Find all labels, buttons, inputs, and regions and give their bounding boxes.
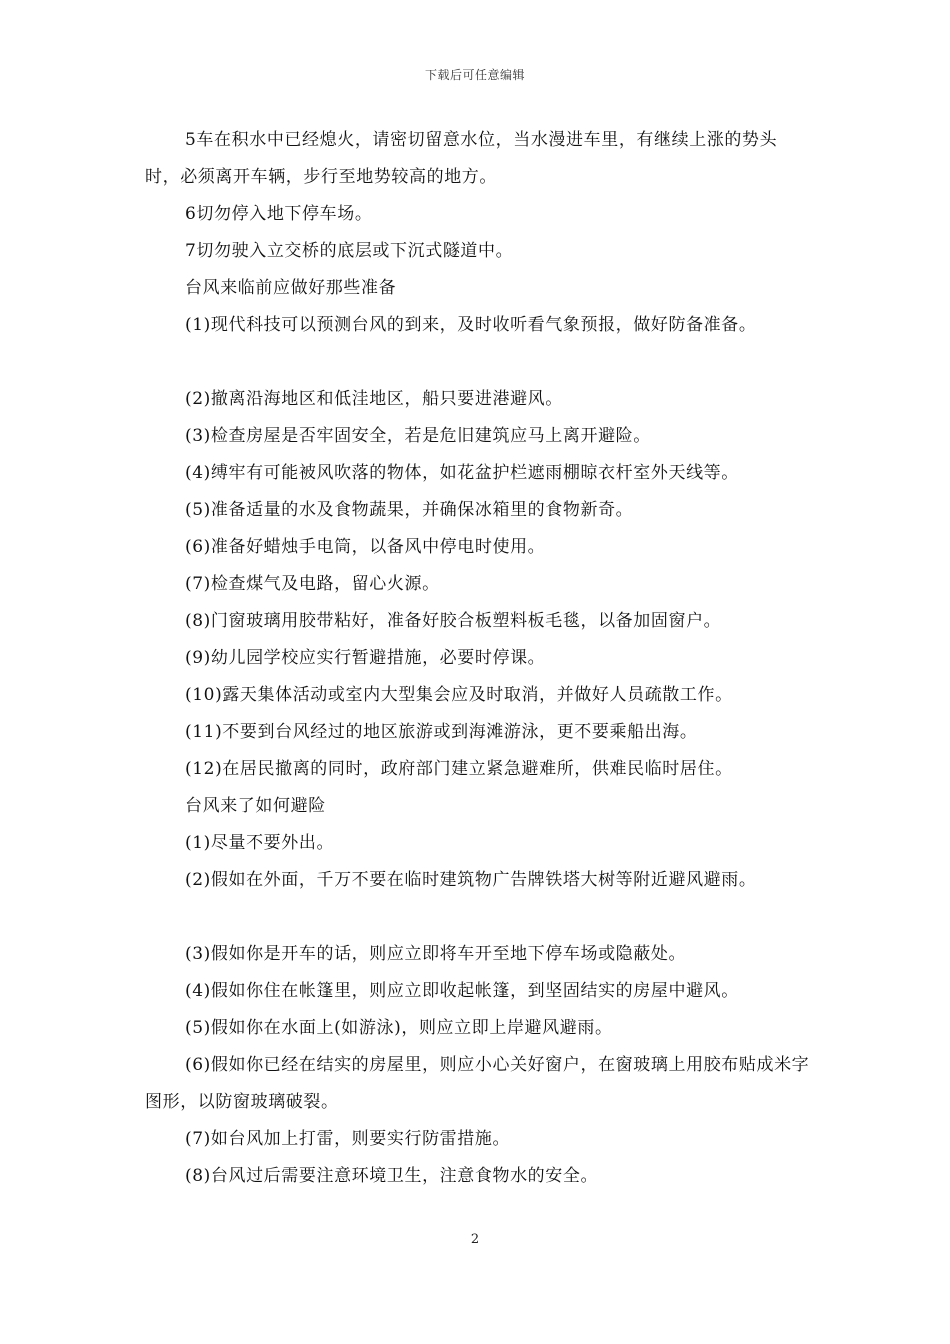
list-item: (3)假如你是开车的话，则应立即将车开至地下停车场或隐蔽处。 bbox=[185, 944, 687, 964]
section-heading: 台风来了如何避险 bbox=[185, 796, 326, 816]
list-item: (1)现代科技可以预测台风的到来，及时收听看气象预报，做好防备准备。 bbox=[185, 315, 757, 335]
list-item: (3)检查房屋是否牢固安全，若是危旧建筑应马上离开避险。 bbox=[185, 426, 651, 446]
section-heading: 台风来临前应做好那些准备 bbox=[185, 278, 397, 298]
page-header: 下载后可任意编辑 bbox=[424, 68, 525, 82]
paragraph: 5车在积水中已经熄火，请密切留意水位，当水漫进车里，有继续上涨的势头时，必须离开车辆，步行至地势较高的地方。 bbox=[145, 130, 778, 187]
paragraph: 6切勿停入地下停车场。 bbox=[185, 204, 373, 224]
list-item: (4)缚牢有可能被风吹落的物体，如花盆护栏遮雨棚晾衣杆室外天线等。 bbox=[185, 463, 739, 483]
paragraph: 7切勿驶入立交桥的底层或下沉式隧道中。 bbox=[185, 241, 514, 261]
list-item: (5)准备适量的水及食物蔬果，并确保冰箱里的食物新奇。 bbox=[185, 500, 634, 520]
list-item: (2)假如在外面，千万不要在临时建筑物广告牌铁塔大树等附近避风避雨。 bbox=[185, 870, 757, 890]
list-item: (6)假如你已经在结实的房屋里，则应小心关好窗户，在窗玻璃上用胶布贴成米字图形，以防窗玻璃破裂。 bbox=[145, 1055, 810, 1112]
list-item: (8)台风过后需要注意环境卫生，注意食物水的安全。 bbox=[185, 1166, 599, 1186]
list-item: (9)幼儿园学校应实行暂避措施，必要时停课。 bbox=[185, 648, 546, 668]
list-item: (10)露天集体活动或室内大型集会应及时取消，并做好人员疏散工作。 bbox=[185, 685, 733, 705]
list-item: (7)检查煤气及电路，留心火源。 bbox=[185, 574, 440, 594]
list-item: (8)门窗玻璃用胶带粘好，准备好胶合板塑料板毛毯，以备加固窗户。 bbox=[185, 611, 722, 631]
document-body bbox=[145, 122, 810, 1195]
list-item: (4)假如你住在帐篷里，则应立即收起帐篷，到坚固结实的房屋中避风。 bbox=[185, 981, 739, 1001]
list-item: (2)撤离沿海地区和低洼地区，船只要进港避风。 bbox=[185, 389, 563, 409]
list-item: (11)不要到台风经过的地区旅游或到海滩游泳，更不要乘船出海。 bbox=[185, 722, 698, 742]
list-item: (7)如台风加上打雷，则要实行防雷措施。 bbox=[185, 1129, 511, 1149]
list-item: (1)尽量不要外出。 bbox=[185, 833, 335, 853]
list-item: (5)假如你在水面上(如游泳)，则应立即上岸避风避雨。 bbox=[185, 1018, 613, 1038]
list-item: (12)在居民撤离的同时，政府部门建立紧急避难所，供难民临时居住。 bbox=[185, 759, 733, 779]
page-number: 2 bbox=[470, 1232, 480, 1247]
list-item: (6)准备好蜡烛手电筒，以备风中停电时使用。 bbox=[185, 537, 546, 557]
